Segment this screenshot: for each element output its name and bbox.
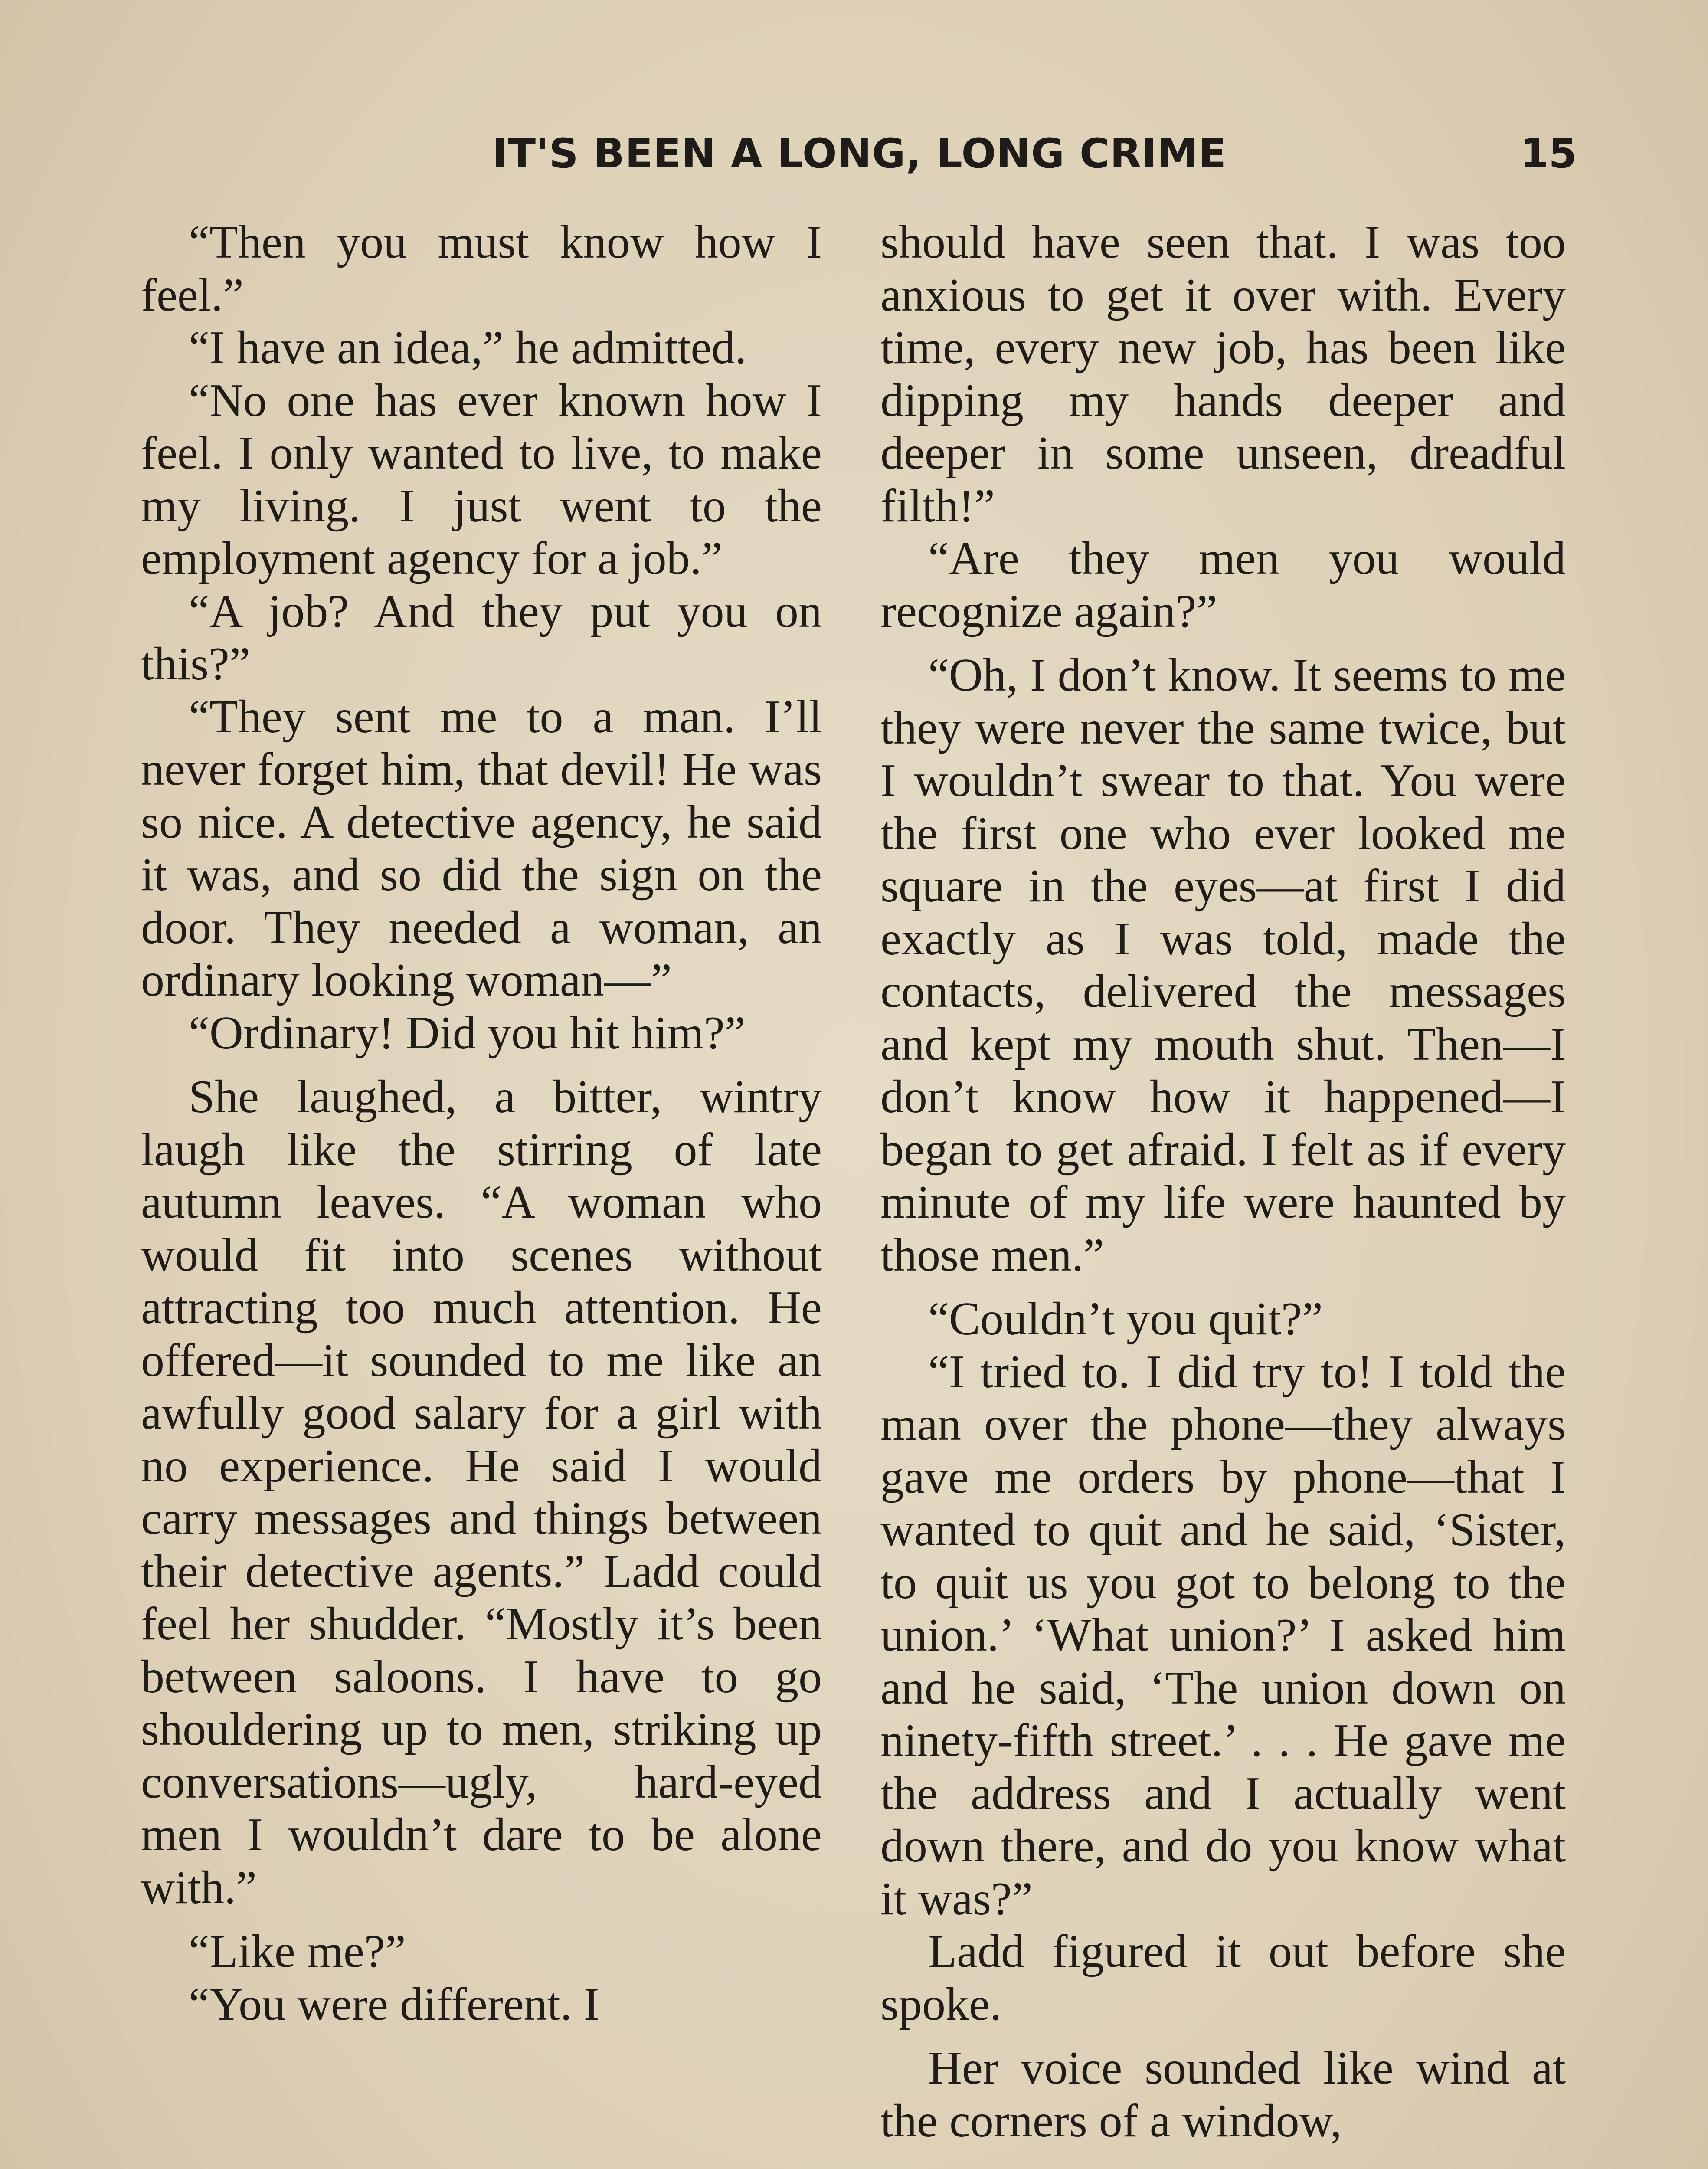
paragraph: “A job? And they put you on this?”	[141, 585, 822, 690]
paragraph: Ladd figured it out before she spoke.	[880, 1926, 1566, 2030]
text-column-left	[141, 216, 822, 2031]
paragraph: “Then you must know how I feel.”	[141, 216, 822, 321]
paragraph: “Are they men you would recognize again?”	[880, 533, 1566, 637]
text-column-right	[880, 216, 1566, 2147]
paragraph-continued: should have seen that. I was too anxious to get it over with. Every time, every new job, has been like dipping my hands deeper and deeper in some unseen, dreadful filth!”	[880, 216, 1566, 532]
paragraph: “They sent me to a man. I’ll never forget him, that devil! He was so nice. A detective agency, he said it was, and so did the sign on the door. They needed a woman, an ordinary looking woman—”	[141, 691, 822, 1006]
running-title: IT'S BEEN A LONG, LONG CRIME	[492, 130, 1227, 177]
paragraph: “Oh, I don’t know. It seems to me they were never the same twice, but I wouldn’t swear to that. You were the first one who ever looked me square in the eyes—at first I did exactly as I was told, made the contacts, delivered the messages and kept my mouth shut. Then—I don’t know how it happened—I began to get afraid. I felt as if every minute of my life were haunted by those men.”	[880, 649, 1566, 1281]
page-number: 15	[1520, 130, 1577, 177]
paragraph: She laughed, a bitter, wintry laugh like the stirring of late autumn leaves. “A woman who would fit into scenes without attracting too much attention. He offered—it sounded to me like an awfully good salary for a girl with no experience. He said I would carry messages and things between their detective agents.” Ladd could feel her shudder. “Mostly it’s been between saloons. I have to go shouldering up to men, striking up conversations—ugly, hard-eyed men I wouldn’t dare to be alone with.”	[141, 1071, 822, 1913]
paragraph: “You were different. I	[189, 1978, 599, 2030]
paragraph: “I tried to. I did try to! I told the man over the phone—they always gave me orders by phone—that I wanted to quit and he said, ‘Sister, to quit us you got to belong to the union.’ ‘What union?’ I asked him and he said, ‘The union down on ninety-fifth street.’ . . . He gave me the address and I actually went down there, and do you know what it was?”	[880, 1346, 1566, 1925]
paragraph: Her voice sounded like wind at the corners of a window,	[880, 2042, 1566, 2147]
running-header	[0, 130, 1708, 195]
paragraph: “I have an idea,” he admitted.	[189, 322, 747, 374]
paragraph: “Like me?”	[189, 1926, 406, 1977]
paragraph: “Ordinary! Did you hit him?”	[189, 1007, 746, 1059]
paragraph: “No one has ever known how I feel. I only wanted to live, to make my living. I just went to the employment agency for a job.”	[141, 374, 822, 584]
paragraph: “Couldn’t you quit?”	[928, 1293, 1323, 1345]
